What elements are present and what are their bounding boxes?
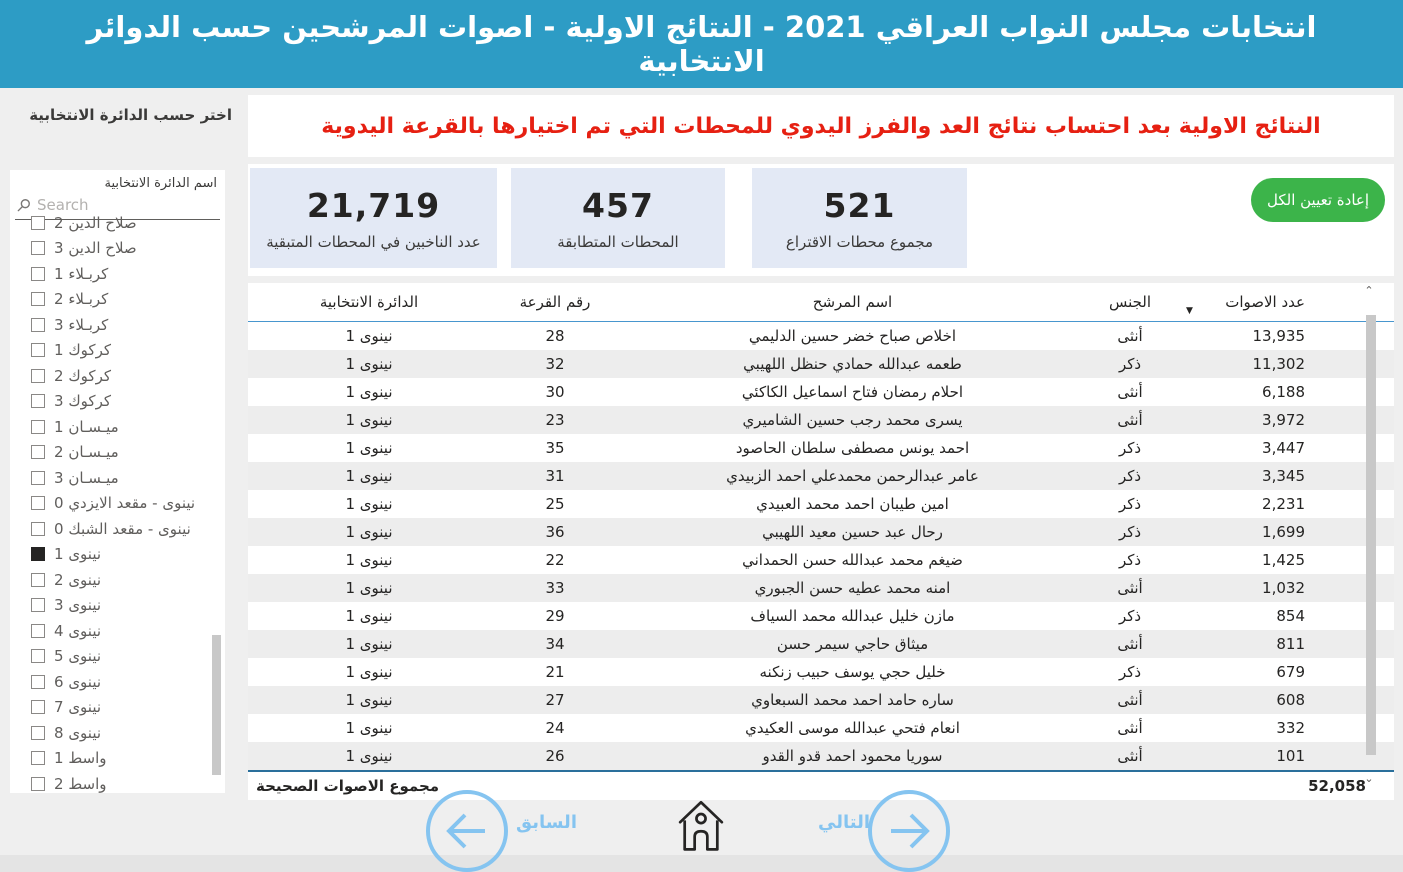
checkbox[interactable] — [31, 471, 45, 485]
slicer-scrollbar[interactable] — [212, 635, 221, 775]
cell-lottery: 33 — [545, 579, 565, 597]
arrow-right-icon — [885, 807, 933, 855]
cell-gender: أنثى — [1117, 635, 1143, 653]
slicer-list — [10, 213, 225, 793]
cell-district: نينوى 1 — [345, 355, 393, 373]
cell-votes: 11,302 — [1252, 355, 1305, 373]
cell-name: انعام فتحي عبدالله موسى العكيدي — [745, 719, 960, 737]
cell-lottery: 29 — [545, 607, 565, 625]
stats-panel — [248, 164, 1394, 276]
slicer-item-label: ميـسـان 3 — [54, 468, 119, 487]
slicer-item[interactable] — [10, 516, 225, 542]
slicer-item[interactable] — [10, 618, 225, 644]
checkbox[interactable] — [31, 343, 45, 357]
table-row[interactable] — [248, 462, 1394, 490]
checkbox[interactable] — [31, 751, 45, 765]
checkbox[interactable] — [31, 496, 45, 510]
slicer-item-label: واسط 2 — [54, 774, 107, 793]
cell-lottery: 31 — [545, 467, 565, 485]
slicer-item[interactable] — [10, 363, 225, 389]
cell-name: امين طيبان احمد محمد العبيدي — [756, 495, 949, 513]
slicer-item-label: نينوى 6 — [54, 672, 102, 691]
cell-gender: أنثى — [1117, 579, 1143, 597]
cell-gender: أنثى — [1117, 383, 1143, 401]
cell-votes: 1,032 — [1262, 579, 1305, 597]
slicer-item[interactable] — [10, 312, 225, 338]
table-totals-row — [248, 770, 1394, 799]
cell-votes: 2,231 — [1262, 495, 1305, 513]
checkbox[interactable] — [31, 573, 45, 587]
checkbox-checked[interactable] — [31, 547, 45, 561]
checkbox[interactable] — [31, 649, 45, 663]
column-header-district[interactable]: الدائرة الانتخابية — [319, 293, 419, 311]
cell-district: نينوى 1 — [345, 439, 393, 457]
cell-votes: 3,972 — [1262, 411, 1305, 429]
column-header-lottery-number[interactable]: رقم القرعة — [519, 293, 591, 311]
stat-card-total-stations — [752, 168, 967, 268]
slicer-item[interactable] — [10, 542, 225, 568]
cell-votes: 854 — [1276, 607, 1305, 625]
previous-page-label[interactable]: السابق — [516, 812, 577, 833]
checkbox[interactable] — [31, 675, 45, 689]
cell-district: نينوى 1 — [345, 579, 393, 597]
table-row[interactable] — [248, 490, 1394, 518]
results-table — [248, 283, 1394, 800]
checkbox[interactable] — [31, 241, 45, 255]
cell-votes: 6,188 — [1262, 383, 1305, 401]
slicer-item-label: نينوى 3 — [54, 596, 102, 615]
slicer-item[interactable] — [10, 338, 225, 364]
cell-name: رحال عبد حسين معيد اللهيبي — [762, 523, 943, 541]
column-header-votes[interactable]: عدد الاصوات — [1225, 293, 1305, 311]
search-placeholder: Search — [37, 196, 89, 214]
slicer-item-label: ميـسـان 1 — [54, 417, 119, 436]
home-icon — [672, 792, 730, 856]
cell-lottery: 24 — [545, 719, 565, 737]
stat-value: 457 — [582, 185, 654, 225]
cell-votes: 3,345 — [1262, 467, 1305, 485]
cell-votes: 332 — [1276, 719, 1305, 737]
cell-gender: ذكر — [1118, 663, 1142, 681]
slicer-item[interactable] — [10, 236, 225, 262]
table-scrollbar[interactable] — [1366, 315, 1376, 755]
reset-all-button[interactable]: إعادة تعيين الكل — [1251, 178, 1385, 222]
cell-lottery: 26 — [545, 747, 565, 765]
arrow-left-icon — [443, 807, 491, 855]
cell-votes: 811 — [1276, 635, 1305, 653]
slicer-item[interactable] — [10, 720, 225, 746]
checkbox[interactable] — [31, 420, 45, 434]
cell-votes: 1,425 — [1262, 551, 1305, 569]
cell-name: احمد يونس مصطفى سلطان الحاصود — [735, 439, 970, 457]
slicer-item-label: كركوك 3 — [54, 392, 111, 411]
table-row[interactable] — [248, 658, 1394, 686]
cell-votes: 679 — [1276, 663, 1305, 681]
cell-lottery: 35 — [545, 439, 565, 457]
cell-lottery: 22 — [545, 551, 565, 569]
slicer-item-label: نينوى 5 — [54, 647, 102, 666]
checkbox[interactable] — [31, 292, 45, 306]
checkbox[interactable] — [31, 700, 45, 714]
slicer-item[interactable] — [10, 440, 225, 466]
cell-district: نينوى 1 — [345, 411, 393, 429]
table-row[interactable] — [248, 602, 1394, 630]
slicer-item-label: كركوك 2 — [54, 366, 111, 385]
slicer-item-label: كربـلاء 1 — [54, 264, 109, 283]
slicer-item-label: كربـلاء 3 — [54, 315, 109, 334]
cell-lottery: 27 — [545, 691, 565, 709]
stat-value: 21,719 — [306, 185, 441, 225]
cell-name: احلام رمضان فتاح اسماعيل الكاكئي — [741, 383, 964, 401]
stat-value: 521 — [823, 185, 896, 225]
table-row[interactable] — [248, 378, 1394, 406]
cell-name: خليل حجي يوسف حبيب زنكنه — [759, 663, 946, 681]
subtitle-panel — [248, 95, 1394, 157]
stat-card-matching-stations — [511, 168, 725, 268]
previous-page-button[interactable] — [426, 790, 508, 872]
checkbox[interactable] — [31, 777, 45, 791]
slicer-item-label: كربـلاء 2 — [54, 290, 109, 309]
cell-gender: ذكر — [1118, 495, 1142, 513]
scroll-up-icon[interactable]: ⌃ — [1364, 284, 1374, 297]
slicer-item-label: ميـسـان 2 — [54, 443, 119, 462]
checkbox[interactable] — [31, 598, 45, 612]
column-header-candidate-name[interactable]: اسم المرشح — [812, 293, 893, 311]
cell-gender: أنثى — [1117, 747, 1143, 765]
table-row[interactable] — [248, 350, 1394, 378]
slicer-item[interactable] — [10, 414, 225, 440]
cell-gender: ذكر — [1118, 607, 1142, 625]
slicer-item[interactable] — [10, 593, 225, 619]
cell-gender: ذكر — [1118, 523, 1142, 541]
cell-district: نينوى 1 — [345, 747, 393, 765]
cell-gender: أنثى — [1117, 691, 1143, 709]
cell-district: نينوى 1 — [345, 495, 393, 513]
subtitle-text: النتائج الاولية بعد احتساب نتائج العد والفرز اليدوي للمحطات التي تم اختيارها بالقرعة اليدوية — [321, 113, 1321, 139]
slicer-item-label: واسط 1 — [54, 749, 107, 768]
table-row[interactable] — [248, 546, 1394, 574]
slicer-list-header: اسم الدائرة الانتخابية — [104, 176, 217, 191]
cell-lottery: 30 — [545, 383, 565, 401]
cell-district: نينوى 1 — [345, 719, 393, 737]
cell-gender: أنثى — [1117, 327, 1143, 345]
slicer-item-label: نينوى 4 — [54, 621, 102, 640]
next-page-button[interactable] — [868, 790, 950, 872]
slicer-item-label: نينوى 2 — [54, 570, 102, 589]
cell-gender: ذكر — [1118, 439, 1142, 457]
cell-name: عامر عبدالرحمن محمدعلي احمد الزبيدي — [726, 467, 979, 485]
cell-lottery: 32 — [545, 355, 565, 373]
cell-lottery: 36 — [545, 523, 565, 541]
cell-district: نينوى 1 — [345, 551, 393, 569]
district-slicer — [10, 170, 225, 793]
checkbox[interactable] — [31, 624, 45, 638]
checkbox[interactable] — [31, 216, 45, 230]
scroll-down-icon[interactable]: ⌄ — [1364, 772, 1374, 785]
cell-name: طعمه عبدالله حمادي حنظل اللهيبي — [743, 355, 962, 373]
checkbox[interactable] — [31, 318, 45, 332]
cell-lottery: 23 — [545, 411, 565, 429]
table-row[interactable] — [248, 434, 1394, 462]
stat-label: عدد الناخبين في المحطات المتبقية — [266, 232, 481, 251]
cell-district: نينوى 1 — [345, 607, 393, 625]
table-row[interactable] — [248, 686, 1394, 714]
slicer-item-label: نينوى 8 — [54, 723, 102, 742]
slicer-item[interactable] — [10, 567, 225, 593]
cell-lottery: 25 — [545, 495, 565, 513]
cell-name: مازن خليل عبدالله محمد السياف — [750, 607, 955, 625]
cell-gender: أنثى — [1117, 719, 1143, 737]
slicer-item[interactable] — [10, 695, 225, 721]
checkbox[interactable] — [31, 267, 45, 281]
sort-descending-icon[interactable]: ▼ — [1186, 306, 1193, 316]
cell-gender: ذكر — [1118, 467, 1142, 485]
column-header-gender[interactable]: الجنس — [1108, 293, 1152, 311]
page-title: انتخابات مجلس النواب العراقي 2021 - النتائج الاولية - اصوات المرشحين حسب الدوائر الانتخابية — [0, 0, 1403, 88]
checkbox[interactable] — [31, 394, 45, 408]
slicer-item[interactable] — [10, 287, 225, 313]
slicer-item-label: صلاح الدين 3 — [54, 239, 137, 258]
table-row[interactable] — [248, 630, 1394, 658]
cell-gender: أنثى — [1117, 411, 1143, 429]
table-row[interactable] — [248, 742, 1394, 770]
checkbox[interactable] — [31, 445, 45, 459]
slicer-item-label: نينوى 1 — [54, 545, 102, 564]
cell-district: نينوى 1 — [345, 635, 393, 653]
cell-district: نينوى 1 — [345, 523, 393, 541]
cell-name: سوريا محمود احمد قدو القدو — [762, 747, 943, 765]
cell-name: ساره حامد احمد محمد السبعاوي — [751, 691, 954, 709]
cell-lottery: 28 — [545, 327, 565, 345]
table-row[interactable] — [248, 322, 1394, 350]
table-row[interactable] — [248, 518, 1394, 546]
checkbox[interactable] — [31, 369, 45, 383]
table-row[interactable] — [248, 406, 1394, 434]
cell-votes: 3,447 — [1262, 439, 1305, 457]
slicer-item-label: نينوى - مقعد الايزدي 0 — [54, 494, 196, 513]
total-label: مجموع الاصوات الصحيحة — [256, 776, 440, 795]
slicer-item[interactable] — [10, 771, 225, 797]
cell-name: يسرى محمد رجب حسين الشاميري — [742, 411, 963, 429]
slicer-item[interactable] — [10, 210, 225, 236]
cell-name: اخلاص صباح خضر حسين الدليمي — [748, 327, 957, 345]
slicer-item-label: نينوى 7 — [54, 698, 102, 717]
cell-name: ميثاق حاجي سيمر حسن — [776, 635, 929, 653]
cell-gender: ذكر — [1118, 355, 1142, 373]
cell-name: ضيغم محمد عبدالله حسن الحمداني — [742, 551, 963, 569]
slicer-item[interactable] — [10, 465, 225, 491]
cell-district: نينوى 1 — [345, 663, 393, 681]
cell-district: نينوى 1 — [345, 327, 393, 345]
total-value: 52,058 — [1308, 776, 1366, 795]
slicer-item[interactable] — [10, 491, 225, 517]
slicer-item[interactable] — [10, 669, 225, 695]
cell-votes: 101 — [1276, 747, 1305, 765]
checkbox[interactable] — [31, 726, 45, 740]
table-header-row — [248, 283, 1394, 322]
cell-district: نينوى 1 — [345, 467, 393, 485]
stat-label: المحطات المتطابقة — [557, 232, 679, 251]
next-page-label[interactable]: التالي — [818, 812, 871, 833]
cell-name: امنه محمد عطيه حسن الجبوري — [754, 579, 951, 597]
stat-card-remaining-voters — [250, 168, 497, 268]
slicer-item-label: كركوك 1 — [54, 341, 111, 360]
cell-gender: ذكر — [1118, 551, 1142, 569]
stat-label: مجموع محطات الاقتراع — [785, 232, 934, 251]
checkbox[interactable] — [31, 522, 45, 536]
slicer-item[interactable] — [10, 261, 225, 287]
slicer-item[interactable] — [10, 389, 225, 415]
slicer-item[interactable] — [10, 746, 225, 772]
cell-lottery: 21 — [545, 663, 565, 681]
table-row[interactable] — [248, 574, 1394, 602]
slicer-item-label: نينوى - مقعد الشبك 0 — [54, 519, 191, 538]
cell-votes: 1,699 — [1262, 523, 1305, 541]
home-button[interactable] — [672, 792, 730, 859]
slicer-item-label: صلاح الدين 2 — [54, 213, 137, 232]
table-row[interactable] — [248, 714, 1394, 742]
table-body — [248, 322, 1394, 770]
cell-votes: 13,935 — [1252, 327, 1305, 345]
cell-votes: 608 — [1276, 691, 1305, 709]
cell-district: نينوى 1 — [345, 691, 393, 709]
slicer-item[interactable] — [10, 644, 225, 670]
cell-district: نينوى 1 — [345, 383, 393, 401]
cell-lottery: 34 — [545, 635, 565, 653]
slicer-title: اختر حسب الدائرة الانتخابية — [29, 106, 232, 124]
